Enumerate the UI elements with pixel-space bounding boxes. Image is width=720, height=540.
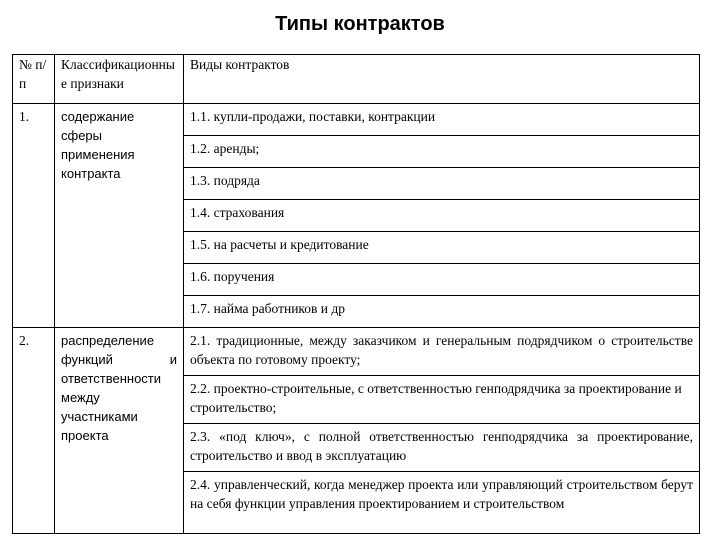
table-row	[13, 104, 700, 136]
contract-types-table	[12, 54, 700, 534]
header-classification: Классификационные признаки	[55, 55, 184, 104]
contract-type-item: 1.3. подряда	[184, 168, 700, 200]
contract-type-item: 2.3. «под ключ», с полной ответственностью генподрядчика за проектирование, строительство и ввод в эксплуатацию	[184, 424, 700, 472]
contract-type-item: 2.4. управленческий, когда менеджер проекта или управляющий строительством берут на себя функции управления проектированием и строительством	[184, 472, 700, 534]
contract-type-item: 1.4. страхования	[184, 200, 700, 232]
row-num: 1.	[13, 104, 55, 328]
contract-type-item: 1.5. на расчеты и кредитование	[184, 232, 700, 264]
row-num: 2.	[13, 328, 55, 534]
contract-type-item: 1.7. найма работников и др	[184, 296, 700, 328]
classification-feature: распределение функций и ответственности между участниками проекта	[55, 328, 184, 534]
contract-type-item: 2.1. традиционные, между заказчиком и генеральным подрядчиком о строительстве объекта по готовому проекту;	[184, 328, 700, 376]
header-types: Виды контрактов	[184, 55, 700, 104]
contract-type-item: 2.2. проектно-строительные, с ответственностью генподрядчика за проектирование и строительство;	[184, 376, 700, 424]
contract-type-item: 1.6. поручения	[184, 264, 700, 296]
classification-feature: содержание сферы применения контракта	[55, 104, 184, 328]
header-num: № п/п	[13, 55, 55, 104]
contract-type-item: 1.1. купли-продажи, поставки, контракции	[184, 104, 700, 136]
page-title: Типы контрактов	[275, 13, 445, 35]
contract-type-item: 1.2. аренды;	[184, 136, 700, 168]
table-row	[13, 328, 700, 376]
table-header-row	[13, 55, 700, 104]
